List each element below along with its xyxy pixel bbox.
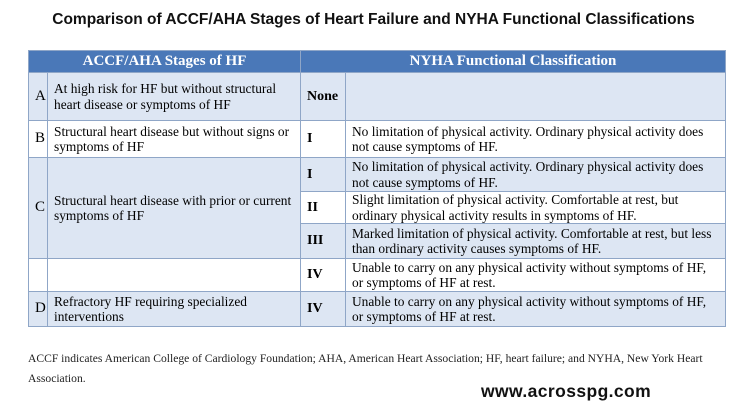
accf-description: Structural heart disease but without signs or symptoms of HF <box>48 121 301 158</box>
accf-description: Refractory HF requiring specialized interventions <box>48 292 301 327</box>
nyha-class: II <box>301 192 346 224</box>
nyha-description: Marked limitation of physical activity. Comfortable at rest, but less than ordinary activity causes symptoms of HF. <box>346 224 726 259</box>
table-row <box>29 292 726 327</box>
nyha-class: III <box>301 224 346 259</box>
table-row <box>29 259 726 292</box>
table-row <box>29 121 726 158</box>
nyha-description: Unable to carry on any physical activity without symptoms of HF, or symptoms of HF at rest. <box>346 292 726 327</box>
accf-description: Structural heart disease with prior or current symptoms of HF <box>48 158 301 259</box>
stage-cell <box>29 259 48 292</box>
table-row <box>29 73 726 121</box>
nyha-description: No limitation of physical activity. Ordinary physical activity does not cause symptoms of HF. <box>346 158 726 192</box>
nyha-description: No limitation of physical activity. Ordinary physical activity does not cause symptoms of HF. <box>346 121 726 158</box>
page-title: Comparison of ACCF/AHA Stages of Heart Failure and NYHA Functional Classifications <box>52 11 695 28</box>
nyha-class: IV <box>301 292 346 327</box>
nyha-description: Slight limitation of physical activity. Comfortable at rest, but ordinary physical activity results in symptoms of HF. <box>346 192 726 224</box>
header-accf-aha: ACCF/AHA Stages of HF <box>29 51 301 73</box>
nyha-description: Unable to carry on any physical activity without symptoms of HF, or symptoms of HF at rest. <box>346 259 726 292</box>
footnote: ACCF indicates American College of Cardiology Foundation; AHA, American Heart Association; HF, heart failure; and NYHA, New York Heart Association. <box>28 352 703 385</box>
nyha-class: IV <box>301 259 346 292</box>
website-watermark: www.acrosspg.com <box>481 381 652 401</box>
hf-comparison-table <box>28 50 726 327</box>
accf-description <box>48 259 301 292</box>
table-row <box>29 158 726 192</box>
nyha-class: None <box>301 73 346 121</box>
table-header-row <box>29 51 726 73</box>
accf-description: At high risk for HF but without structural heart disease or symptoms of HF <box>48 73 301 121</box>
stage-cell: B <box>29 121 48 158</box>
stage-cell: C <box>29 158 48 259</box>
nyha-class: I <box>301 158 346 192</box>
nyha-description <box>346 73 726 121</box>
stage-cell: A <box>29 73 48 121</box>
stage-cell: D <box>29 292 48 327</box>
nyha-class: I <box>301 121 346 158</box>
header-nyha: NYHA Functional Classification <box>301 51 726 73</box>
